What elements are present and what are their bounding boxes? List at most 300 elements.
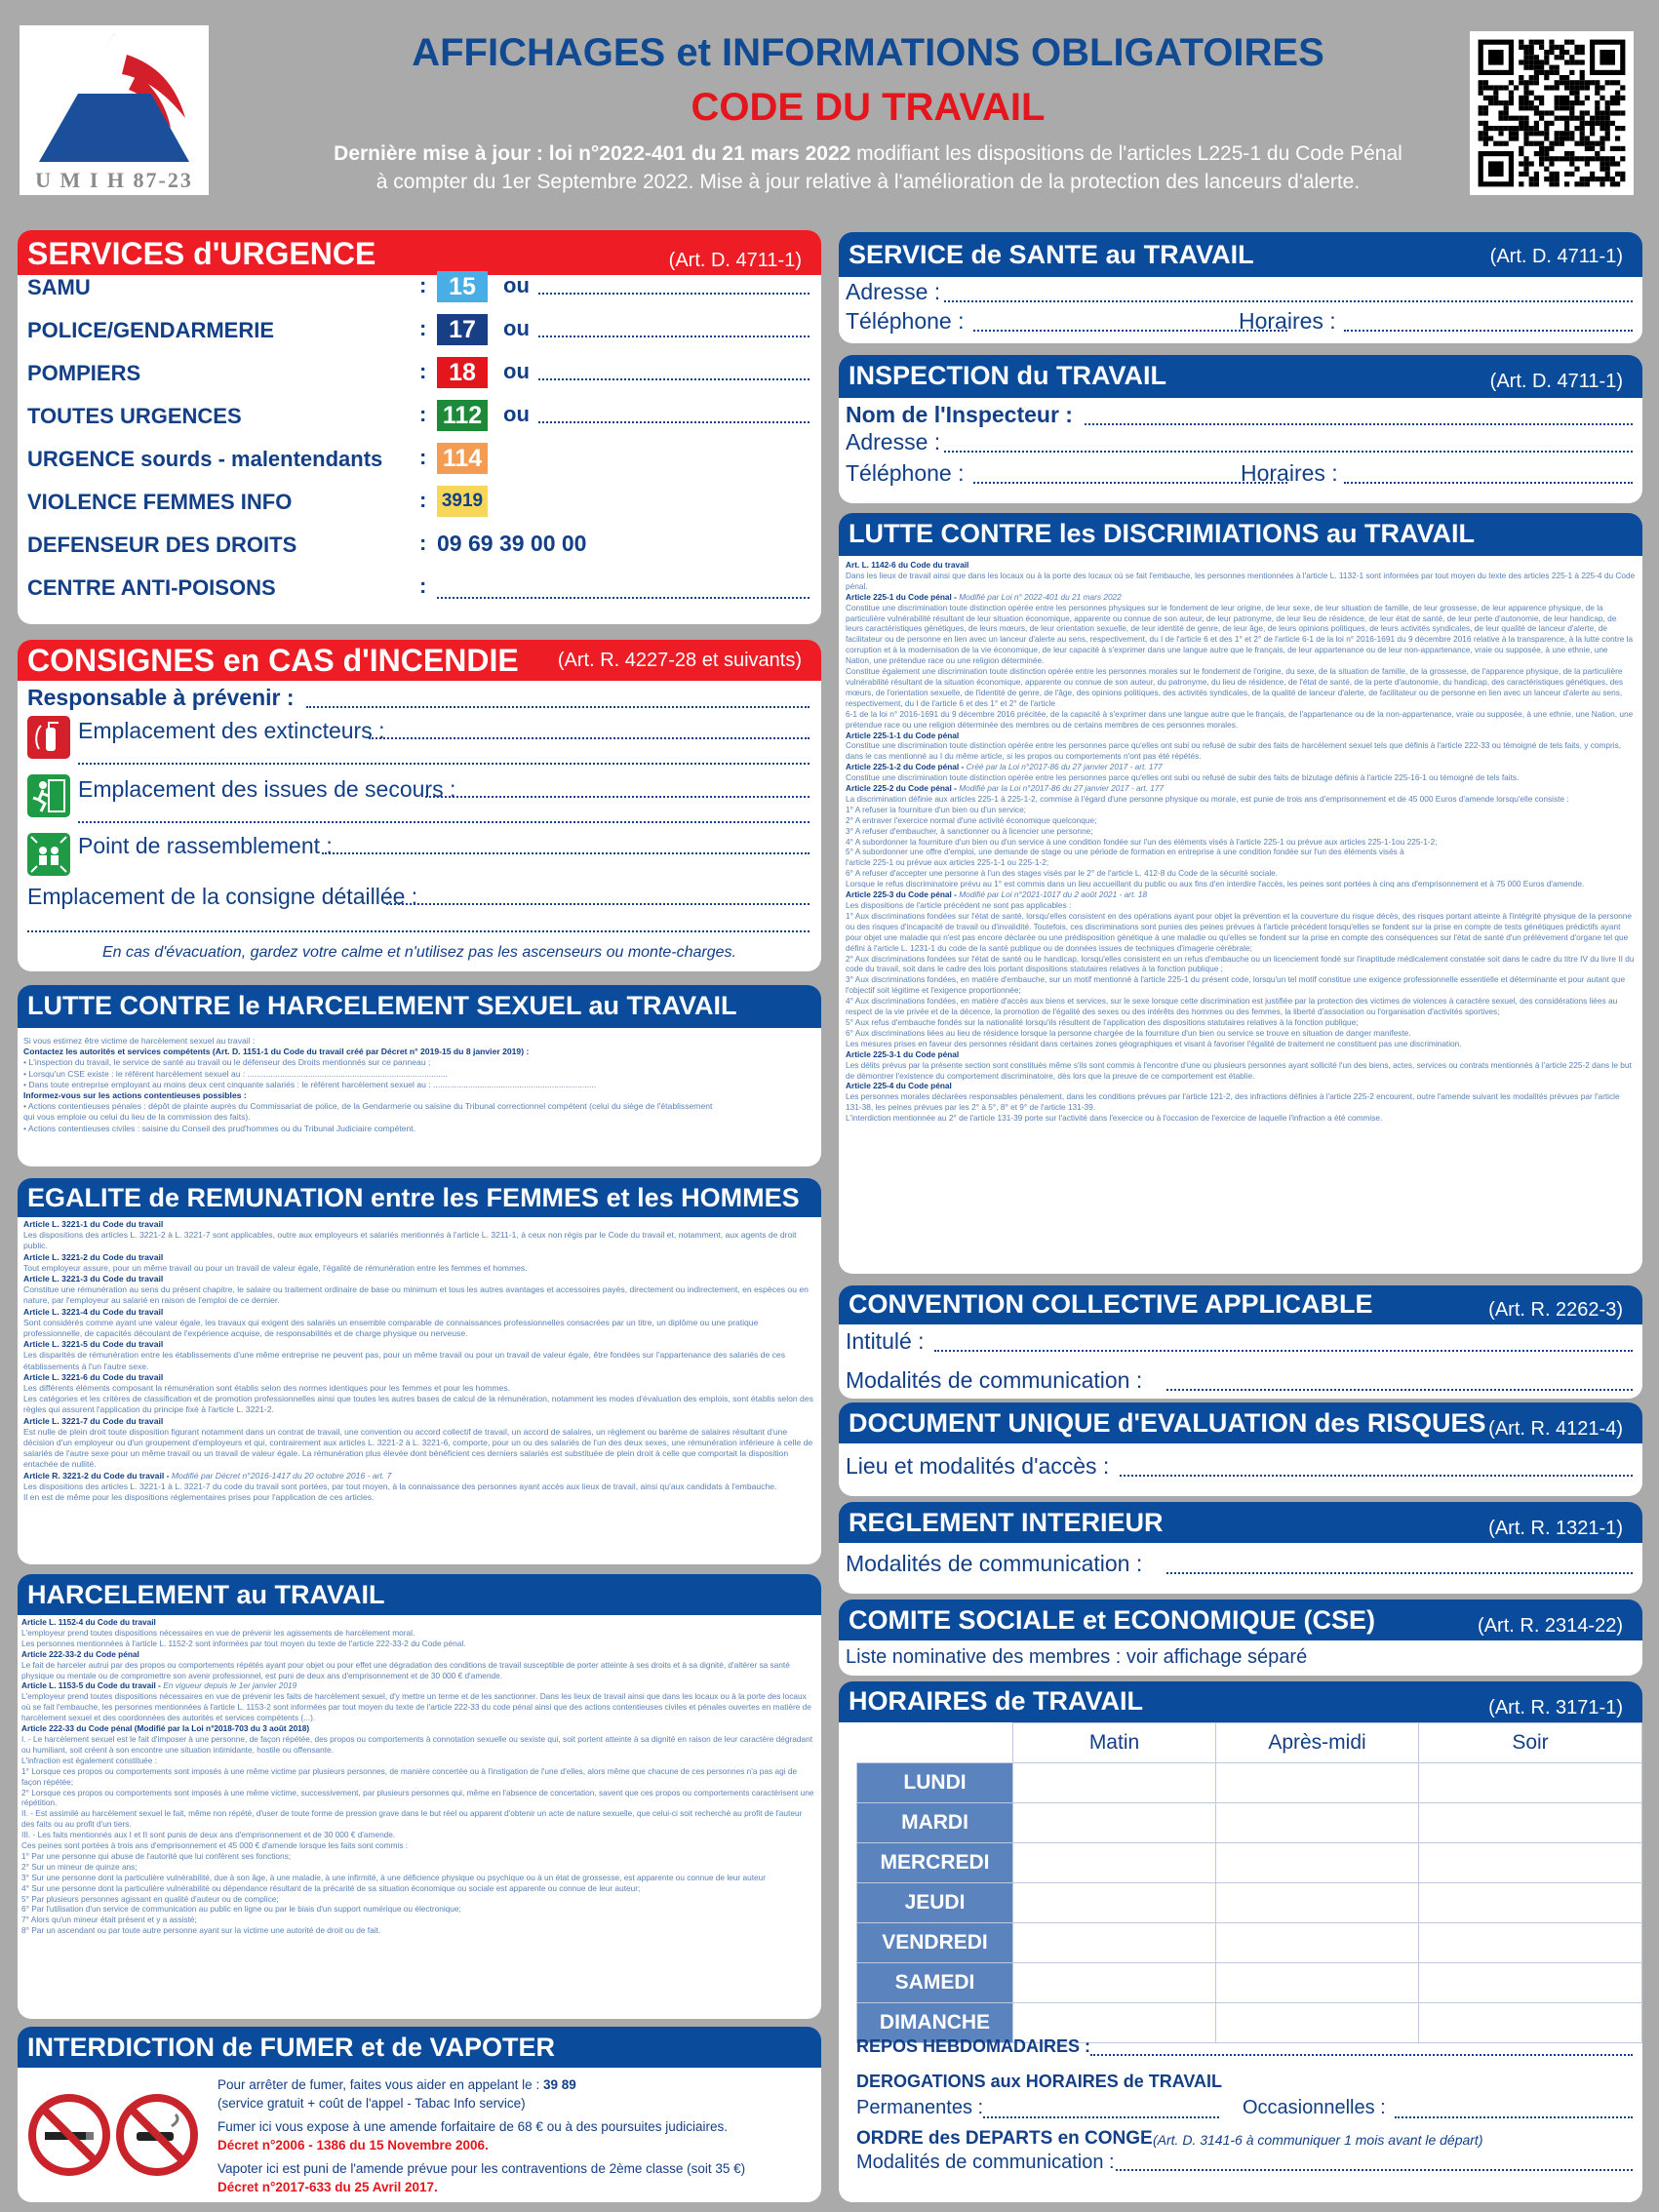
- urgence-label: VIOLENCE FEMMES INFO: [27, 490, 293, 514]
- text-line: [21, 1660, 815, 1681]
- qr-module: [1493, 96, 1498, 100]
- qr-module: [1585, 156, 1590, 161]
- issues-field-2[interactable]: [78, 821, 810, 823]
- article-heading: Contactez les autorités et services compétents (Art. D. 1151-1 du Code du travail créé par Décret n° 2019-15 du 8 janvier 2019) :: [23, 1047, 530, 1057]
- qr-module: [1580, 177, 1585, 181]
- text-line: [21, 1723, 815, 1734]
- cse-panel: [839, 1600, 1642, 1676]
- fumer-title: INTERDICTION de FUMER et de VAPOTER: [27, 2033, 556, 2062]
- schedule-cell[interactable]: [1216, 1883, 1419, 1923]
- day-vendredi: VENDREDI: [857, 1923, 1013, 1963]
- article-heading: Article 225-3 du Code pénal -: [846, 889, 960, 900]
- urgence-number[interactable]: 17: [437, 314, 488, 345]
- qr-module: [1523, 96, 1528, 100]
- qr-module: [1615, 136, 1620, 140]
- schedule-cell[interactable]: [1419, 1923, 1642, 1963]
- occasionnelles-label: Occasionnelles :: [1243, 2097, 1386, 2118]
- harcelement-panel: [18, 1574, 821, 2019]
- qr-module: [1549, 177, 1554, 181]
- text-line: [21, 1734, 815, 1756]
- qr-module: [1523, 141, 1528, 146]
- qr-module: [1549, 172, 1554, 177]
- qr-module: [1534, 126, 1539, 131]
- schedule-cell[interactable]: [1419, 1843, 1642, 1883]
- discrimination-header: [839, 513, 1642, 556]
- article-heading: Article 222-33-2 du Code pénal: [21, 1648, 139, 1659]
- schedule-cell[interactable]: [1216, 2003, 1419, 2043]
- schedule-cell[interactable]: [1013, 1883, 1216, 1923]
- text-line: [23, 1219, 815, 1230]
- qr-module: [1539, 65, 1544, 70]
- qr-module: [1610, 181, 1615, 186]
- reglement-modalites-field[interactable]: [1166, 1572, 1633, 1574]
- qr-module: [1504, 126, 1509, 131]
- qr-module: [1488, 85, 1493, 90]
- qr-module: [1488, 100, 1493, 105]
- qr-module: [1488, 96, 1493, 100]
- qr-module: [1519, 121, 1523, 126]
- urgence-label: POLICE/GENDARMERIE: [27, 318, 275, 342]
- qr-module: [1564, 59, 1569, 64]
- qr-module: [1569, 91, 1574, 96]
- schedule-cell[interactable]: [1419, 1883, 1642, 1923]
- urgence-title: SERVICES d'URGENCE: [27, 236, 376, 271]
- qr-module: [1509, 96, 1514, 100]
- urgence-alt-field[interactable]: [538, 336, 810, 337]
- qr-module: [1523, 126, 1528, 131]
- qr-module: [1620, 172, 1625, 177]
- article-heading: Article L. 3221-3 du Code du travail: [23, 1274, 164, 1284]
- qr-module: [1479, 121, 1483, 126]
- article-heading: Article L. 1153-5 du Code du travail -: [21, 1680, 164, 1691]
- qr-module: [1590, 80, 1595, 85]
- col-matin: Matin: [1013, 1723, 1216, 1763]
- qr-module: [1534, 40, 1539, 45]
- article-heading: Article 225-1 du Code pénal -: [846, 591, 960, 602]
- convention-art: (Art. R. 2262-3): [1488, 1299, 1623, 1321]
- text-line: [21, 1840, 815, 1851]
- article-text: I. - Le harcèlement sexuel est le fait d'imposer à une personne, de façon répétée, des propos ou comportements à connotation sexuelle ou sexiste qui, soit portent atteinte à sa dignité en raison de leur caractère dégradant ou humiliant, soit créent à son encontre une situation intimidante, hostile ou offensante.: [21, 1733, 813, 1755]
- urgence-number[interactable]: 112: [437, 400, 488, 431]
- consigne-field[interactable]: [386, 903, 810, 905]
- qr-module: [1574, 126, 1579, 131]
- text-line: [846, 731, 1636, 741]
- schedule-cell[interactable]: [1419, 1763, 1642, 1803]
- qr-module: [1523, 65, 1528, 70]
- extincteurs-label: Emplacement des extincteurs :: [78, 718, 385, 743]
- qr-module: [1595, 121, 1600, 126]
- urgence-alt-field[interactable]: [538, 421, 810, 423]
- schedule-cell[interactable]: [1216, 1923, 1419, 1963]
- text-line: [23, 1263, 815, 1274]
- qr-module: [1539, 116, 1544, 121]
- qr-module: [1620, 126, 1625, 131]
- sante-horaires-field[interactable]: [1344, 330, 1633, 332]
- qr-module: [1605, 131, 1610, 136]
- article-text: Les dispositions de l'article précédent ne sont pas applicables :: [846, 900, 1072, 910]
- inspection-adresse-field[interactable]: [944, 451, 1633, 453]
- qr-module: [1600, 85, 1604, 90]
- text-line: [23, 1318, 815, 1339]
- qr-module: [1519, 116, 1523, 121]
- harcelement-sexuel-text: [23, 1036, 815, 1134]
- qr-module: [1523, 100, 1528, 105]
- qr-module: [1569, 70, 1574, 75]
- inspection-art: (Art. D. 4711-1): [1489, 371, 1623, 392]
- inspection-horaires-field[interactable]: [1344, 482, 1633, 484]
- urgence-alt-field[interactable]: [538, 293, 810, 295]
- qr-module: [1564, 80, 1569, 85]
- day-lundi: LUNDI: [857, 1763, 1013, 1803]
- text-line: [846, 805, 1636, 815]
- qr-module: [1610, 177, 1615, 181]
- text-line: [846, 740, 1636, 762]
- convention-modalites-label: Modalités de communication :: [846, 1367, 1143, 1393]
- qr-module: [1560, 131, 1564, 136]
- colon: :: [419, 573, 427, 598]
- qr-module: [1544, 156, 1549, 161]
- qr-module: [1555, 45, 1560, 50]
- harcelement-text: [21, 1617, 815, 1936]
- qr-module: [1569, 80, 1574, 85]
- text-line: [23, 1492, 815, 1503]
- qr-module: [1585, 136, 1590, 140]
- text-line: [23, 1481, 815, 1492]
- qr-module: [1590, 156, 1595, 161]
- qr-module: [1539, 146, 1544, 151]
- qr-module: [1560, 100, 1564, 105]
- qr-module: [1580, 141, 1585, 146]
- article-text: Constitue également une discrimination toute distinction opérée entre les personnes morales sur le fondement de l'origine, du sexe, de la situation de famille, de la grossesse, de l'apparence physique, de la particulière vulnérabilité résultant de la situation économique, apparente ou connue de son auteur, du patronyme, du lieu de résidence, de l'état de santé, de la perte d'autonomie, du handicap, des caractéristiques génétiques, des mœurs, de l'orientation sexuelle, de l'identité de genre, de l'âge, des opinions politiques, des activités syndicales, de la qualité de lanceur d'alerte, de facilitateur ou de personne en lien avec un lanceur d'alerte au sens, respectivement, du I de l'article 6 et des 1° et 2° de l'article: [846, 666, 1623, 708]
- qr-module: [1574, 100, 1579, 105]
- qr-module: [1529, 75, 1534, 80]
- convention-title: CONVENTION COLLECTIVE APPLICABLE: [849, 1289, 1373, 1319]
- qr-module: [1529, 80, 1534, 85]
- intitule-field[interactable]: [934, 1350, 1633, 1352]
- responsable-label: Responsable à prévenir :: [27, 685, 295, 710]
- qr-module: [1544, 110, 1549, 115]
- article-text: Ces peines sont portées à trois ans d'emprisonnement et 45 000 € d'amende lorsque les faits sont commis :: [21, 1840, 409, 1851]
- consigne-field-2[interactable]: [27, 930, 810, 932]
- qr-module: [1555, 100, 1560, 105]
- duer-lieu-field[interactable]: [1120, 1475, 1633, 1477]
- text-line: [23, 1383, 815, 1394]
- qr-module: [1560, 45, 1564, 50]
- qr-module: [1605, 116, 1610, 121]
- qr-module: [1529, 126, 1534, 131]
- reglement-header: [839, 1502, 1642, 1543]
- qr-module: [1595, 141, 1600, 146]
- convention-modalites-field[interactable]: [1166, 1389, 1633, 1391]
- article-text: L'employeur prend toutes dispositions nécessaires en vue de prévenir les agissements de harcèlement moral.: [21, 1627, 415, 1638]
- qr-module: [1483, 96, 1488, 100]
- qr-module: [1560, 75, 1564, 80]
- qr-module: [1549, 65, 1554, 70]
- colon: :: [419, 316, 427, 340]
- qr-module: [1580, 181, 1585, 186]
- qr-module: [1519, 146, 1523, 151]
- qr-module: [1610, 161, 1615, 166]
- qr-module: [1479, 85, 1483, 90]
- qr-module: [1519, 105, 1523, 110]
- urgence-number[interactable]: 15: [437, 271, 488, 302]
- urgence-number[interactable]: 3919: [437, 486, 488, 517]
- text-line: [23, 1427, 815, 1471]
- article-text: 4° Sur une personne dont la particulière vulnérabilité ou dépendance résultant de la précarité de sa situation économique ou sociale est apparente ou connue de leur auteur;: [21, 1882, 641, 1893]
- qr-module: [1534, 96, 1539, 100]
- qr-module: [1544, 121, 1549, 126]
- extincteurs-field-2[interactable]: [78, 763, 810, 765]
- qr-module: [1544, 167, 1549, 172]
- fumer-l1: Pour arrêter de fumer, faites vous aider en appelant le :: [217, 2077, 543, 2092]
- article-text: II. - Est assimilé au harcèlement sexuel le fait, même non répété, d'user de toute forme de pression grave dans le but réel ou apparent d'obtenir un acte de nature sexuelle, que celui-ci soit recherché au profit de l'auteur des faits ou au profit d'un tiers.: [21, 1808, 803, 1830]
- text-line: [21, 1628, 815, 1639]
- text-line: [23, 1124, 815, 1134]
- article-text: qui vous emploie ou celui du lieu de la commission des faits).: [23, 1112, 251, 1123]
- urgence-label: POMPIERS: [27, 361, 141, 385]
- qr-module: [1615, 96, 1620, 100]
- article-heading: Article 225-3-1 du Code pénal: [846, 1048, 960, 1059]
- duer-lieu-label: Lieu et modalités d'accès :: [846, 1453, 1110, 1479]
- qr-module: [1564, 85, 1569, 90]
- permanentes-field[interactable]: [983, 2116, 1219, 2118]
- text-line: [846, 826, 1636, 837]
- qr-module: [1569, 110, 1574, 115]
- article-text: 2° Sur un mineur de quinze ans;: [21, 1861, 138, 1872]
- qr-module: [1569, 40, 1574, 45]
- qr-module: [1605, 126, 1610, 131]
- qr-module: [1504, 100, 1509, 105]
- schedule-cell[interactable]: [1216, 1843, 1419, 1883]
- qr-module: [1523, 50, 1528, 55]
- issues-field[interactable]: [425, 796, 810, 798]
- article-heading: Article 222-33 du Code pénal (Modifié par la Loi n°2018-703 du 3 août 2018): [21, 1723, 310, 1734]
- schedule-cell[interactable]: [1013, 1923, 1216, 1963]
- qr-module: [1585, 161, 1590, 166]
- qr-code[interactable]: [1470, 31, 1634, 195]
- horaires-modalites-field[interactable]: [1116, 2169, 1633, 2171]
- qr-module: [1493, 100, 1498, 105]
- text-line: [846, 772, 1636, 783]
- qr-module: [1549, 161, 1554, 166]
- sante-adresse-label: Adresse :: [846, 279, 941, 304]
- schedule-cell[interactable]: [1216, 1963, 1419, 2003]
- qr-module: [1483, 85, 1488, 90]
- qr-module: [1574, 167, 1579, 172]
- qr-module: [1514, 116, 1519, 121]
- incendie-title: CONSIGNES en CAS d'INCENDIE: [27, 643, 519, 678]
- qr-module: [1493, 126, 1498, 131]
- qr-module: [1529, 55, 1534, 59]
- anti-poison-field[interactable]: [437, 597, 810, 599]
- text-line: [846, 974, 1636, 996]
- qr-module: [1493, 85, 1498, 90]
- qr-module: [1560, 116, 1564, 121]
- update-notice: [254, 139, 1482, 196]
- qr-module: [1564, 126, 1569, 131]
- text-line: [23, 1230, 815, 1251]
- schedule-cell[interactable]: [1013, 1763, 1216, 1803]
- article-text: 6° Par l'utilisation d'un service de communication au public en ligne ou par le biais d'un support numérique ou électronique;: [21, 1904, 461, 1915]
- qr-module: [1504, 85, 1509, 90]
- qr-module: [1574, 156, 1579, 161]
- qr-module: [1514, 131, 1519, 136]
- schedule-cell[interactable]: [1419, 1963, 1642, 2003]
- qr-module: [1523, 80, 1528, 85]
- article-heading: Article L. 3221-5 du Code du travail: [23, 1339, 164, 1350]
- urgence-number[interactable]: 18: [437, 357, 488, 388]
- qr-module: [1529, 141, 1534, 146]
- extincteurs-field[interactable]: [369, 737, 810, 739]
- qr-module: [1569, 116, 1574, 121]
- cse-text: Liste nominative des membres : voir affichage séparé: [846, 1646, 1308, 1668]
- inspection-horaires-label: Horaires :: [1241, 460, 1338, 486]
- article-text: Constitue une discrimination toute distinction opérée entre les personnes parce qu'elles ont subi ou refusé de subir des faits de bizutage définis à l'article 225-16-1 ou témoigné de tels faits.: [846, 772, 1520, 783]
- qr-module: [1600, 161, 1604, 166]
- qr-module: [1479, 80, 1483, 85]
- qr-module: [1523, 91, 1528, 96]
- emergency-exit-icon: [27, 774, 70, 817]
- schedule-cell[interactable]: [1013, 1803, 1216, 1843]
- umih-logo: [20, 25, 209, 195]
- qr-module: [1590, 172, 1595, 177]
- qr-module: [1523, 45, 1528, 50]
- qr-module: [1580, 131, 1585, 136]
- qr-module: [1544, 131, 1549, 136]
- qr-module: [1574, 50, 1579, 55]
- qr-module: [1534, 177, 1539, 181]
- qr-module: [1590, 131, 1595, 136]
- update-text: modifiant les dispositions de l'articles L225-1 du Code Pénal: [850, 142, 1402, 165]
- qr-module: [1560, 80, 1564, 85]
- qr-module: [1534, 65, 1539, 70]
- reglement-modalites-label: Modalités de communication :: [846, 1551, 1143, 1576]
- text-line: [846, 900, 1636, 911]
- schedule-cell[interactable]: [1419, 1803, 1642, 1843]
- article-text: Les disparités de rémunération entre les établissements d'une même entreprise ne peuvent pas, pour un même travail ou pour un travail de valeur égale, être fondées sur l'appartenance des salariés de ces établissements à l'un l'autre sexe.: [23, 1350, 785, 1371]
- qr-module: [1514, 136, 1519, 140]
- article-text: Le fait de harceler autrui par des propos ou comportements répétés ayant pour objet ou pour effet une dégradation des conditions de travail susceptible de porter atteinte à ses droits et à sa dignité, d'altérer sa santé physique ou mentale ou de compromettre son avenir professionnel, est puni de deux ans d'emprisonnement et de 30 000 € d'amende.: [21, 1659, 790, 1680]
- qr-module: [1574, 181, 1579, 186]
- text-line: [23, 1057, 815, 1068]
- urgence-alt-field[interactable]: [538, 378, 810, 380]
- repos-field[interactable]: [1090, 2054, 1633, 2056]
- inspecteur-field[interactable]: [1085, 423, 1633, 425]
- responsable-field[interactable]: [306, 706, 810, 708]
- qr-module: [1569, 172, 1574, 177]
- qr-module: [1498, 116, 1503, 121]
- rassemblement-field[interactable]: [322, 852, 810, 854]
- article-text: Est nulle de plein droit toute disposition figurant notamment dans un contrat de travail, une convention ou accord collectif de travail, un accord de salaires, un règlement ou barème de salaires résultant d'une décision d'un employeur ou d'un groupement d'employeurs et qui, contrairement aux articles L. 3221-2 à L. 3221-6, comporte, pour un ou des salariés de l'un des deux sexes, une rémunération inférieure à celle de salariés de l'autre sexe pour un même travail ou un travail de valeur égale. La rémunération plus élevée dont bénéficient ces derniers salariés est substituée de plein droit à celle que comportait la disposition entachée de nullité.: [23, 1426, 813, 1470]
- article-heading: Article L. 3221-6 du Code du travail: [23, 1371, 164, 1382]
- article-text: Dans les lieux de travail ainsi que dans les locaux ou à la porte des locaux où se fait l'embauche, les personnes mentionnées à l'article L. 1132-1 sont informées par tout moyen du texte des articles 225-1 à 225-4 du Code pénal.: [846, 570, 1636, 591]
- qr-module: [1523, 161, 1528, 166]
- text-line: [21, 1915, 815, 1925]
- article-text: 5° Aux refus d'embauche fondés sur la nationalité lorsqu'ils résultent de l'application des dispositions statutaires relatives à la fonction publique;: [846, 1016, 1359, 1027]
- text-line: [21, 1649, 815, 1660]
- schedule-cell[interactable]: [1216, 1763, 1419, 1803]
- article-text: 3° Sur une personne dont la particulière vulnérabilité, due à son âge, à une maladie, à une infirmité, à une déficience physique ou psychique ou à un état de grossesse, est apparente ou connue de leur auteur: [21, 1872, 766, 1882]
- qr-module: [1504, 116, 1509, 121]
- colon: :: [419, 402, 427, 426]
- qr-module: [1555, 105, 1560, 110]
- qr-module: [1544, 70, 1549, 75]
- qr-module: [1620, 96, 1625, 100]
- article-text: 6° A refuser d'accepter une personne à l'un des stages visés par le 2° de l'article L. 412-8 du Code de la sécurité sociale.: [846, 868, 1279, 879]
- text-line: [23, 1350, 815, 1371]
- consigne-label: Emplacement de la consigne détaillée :: [27, 884, 418, 909]
- urgence-number[interactable]: 114: [437, 443, 488, 474]
- harcelement-header: [18, 1574, 821, 1615]
- qr-module: [1600, 156, 1604, 161]
- article-text: 4° Aux discriminations fondées, en matière d'accès aux biens et services, sur le sexe lorsque cette discrimination est justifiée par la protection des victimes de violences à caractère sexuel, des considérations liées au respect de la vie privée et de la décence, la promotion de l'égalité des sexes ou des intérêts des hommes ou des femmes, la liberté d'association ou l'organisation d'activités sportives;: [846, 996, 1618, 1017]
- qr-module: [1529, 131, 1534, 136]
- qr-module: [1529, 65, 1534, 70]
- qr-module: [1595, 91, 1600, 96]
- article-text: Constitue une discrimination toute distinction opérée entre les personnes parce qu'elles ont subi ou refusé de subir des faits de harcèlement sexuel tels que définis à l'article 222-33 ou témoigné de tels faits, y compris, dans le cas mentionné au I du même article, si les propos ou comportements n'ont pas été répétés.: [846, 740, 1622, 762]
- text-line: [846, 954, 1636, 975]
- text-line: [23, 1284, 815, 1306]
- sante-adresse-field[interactable]: [944, 300, 1633, 302]
- qr-module: [1483, 131, 1488, 136]
- schedule-cell[interactable]: [1216, 1803, 1419, 1843]
- duer-panel: [839, 1402, 1642, 1496]
- qr-module: [1605, 161, 1610, 166]
- schedule-cell[interactable]: [1419, 2003, 1642, 2043]
- text-line: [21, 1862, 815, 1873]
- text-line: [23, 1047, 815, 1057]
- schedule-cell[interactable]: [1013, 1963, 1216, 2003]
- qr-module: [1569, 55, 1574, 59]
- qr-module: [1509, 126, 1514, 131]
- text-line: [23, 1069, 815, 1080]
- duer-art: (Art. R. 4121-4): [1488, 1418, 1623, 1440]
- qr-module: [1498, 126, 1503, 131]
- qr-finder: [1600, 50, 1615, 65]
- text-line: [23, 1080, 815, 1090]
- qr-module: [1534, 131, 1539, 136]
- rassemblement-label: Point de rassemblement :: [78, 833, 333, 858]
- defenseur-phone[interactable]: 09 69 39 00 00: [437, 531, 587, 556]
- schedule-cell[interactable]: [1013, 1843, 1216, 1883]
- fumer-panel: [18, 2027, 821, 2202]
- qr-module: [1595, 156, 1600, 161]
- qr-module: [1539, 141, 1544, 146]
- cse-header: [839, 1600, 1642, 1640]
- qr-module: [1580, 45, 1585, 50]
- article-text: 5° A subordonner une offre d'emploi, une demande de stage ou une période de formation en entreprise à une condition fondée sur l'un des éléments visés à: [846, 847, 1404, 857]
- inspecteur-label: Nom de l'Inspecteur :: [846, 402, 1073, 427]
- qr-module: [1555, 141, 1560, 146]
- occasionnelles-field[interactable]: [1395, 2116, 1633, 2118]
- article-note: Modifié par Loi n° 2022-401 du 21 mars 2022: [959, 591, 1122, 602]
- qr-module: [1560, 96, 1564, 100]
- article-text: • Lorsqu'un CSE existe : le référent harcèlement sexuel au : ......................................................................................: [23, 1068, 448, 1079]
- qr-module: [1564, 136, 1569, 140]
- sante-title: SERVICE de SANTE au TRAVAIL: [849, 240, 1254, 269]
- article-heading: Article L. 3221-1 du Code du travail: [23, 1219, 164, 1229]
- discrimination-title: LUTTE CONTRE les DISCRIMIATIONS au TRAVAIL: [849, 519, 1476, 548]
- qr-module: [1519, 100, 1523, 105]
- article-text: 1° Par une personne qui abuse de l'autorité que lui confèrent ses fonctions;: [21, 1850, 292, 1861]
- fumer-l6: Décret n°2017-633 du 25 Avril 2017.: [217, 2180, 438, 2194]
- sante-art: (Art. D. 4711-1): [1489, 246, 1623, 267]
- fumer-l4: Décret n°2006 - 1386 du 15 Novembre 2006.: [217, 2138, 489, 2153]
- qr-module: [1564, 131, 1569, 136]
- incendie-note: En cas d'évacuation, gardez votre calme et n'utilisez pas les ascenseurs ou monte-charges.: [101, 944, 736, 961]
- urgence-label: TOUTES URGENCES: [27, 404, 242, 428]
- qr-module: [1560, 55, 1564, 59]
